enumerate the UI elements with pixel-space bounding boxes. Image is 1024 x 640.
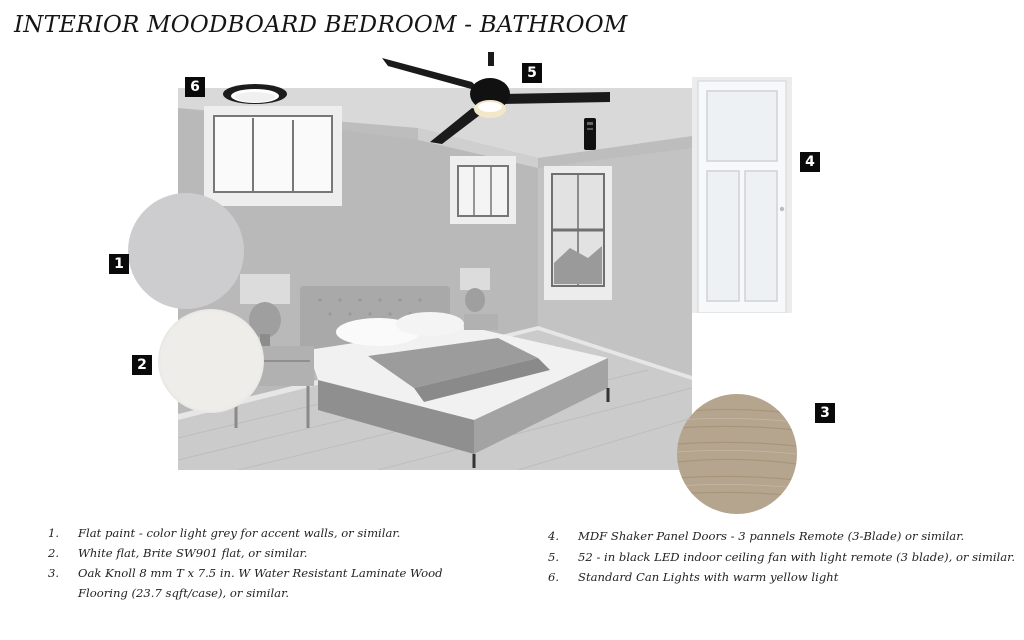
badge-6: 6 [185, 77, 205, 97]
note-text: Oak Knoll 8 mm T x 7.5 in. W Water Resistant Laminate Wood Flooring (23.7 sqft/case), or similar. [78, 565, 443, 600]
note-text: MDF Shaker Panel Doors - 3 pannels Remote (3-Blade) or similar. [578, 529, 965, 543]
badge-5: 5 [522, 63, 542, 83]
badge-2: 2 [132, 355, 152, 375]
fan-remote-icon [583, 117, 597, 151]
note-text: Standard Can Lights with warm yellow light [578, 570, 839, 585]
list-item [548, 567, 1018, 588]
note-number: 5. [548, 549, 560, 564]
notes-right-list [548, 526, 1018, 588]
note-number: 2. [48, 545, 60, 560]
ceiling-fan-icon [380, 52, 612, 146]
list-item [48, 524, 478, 544]
badge-3: 3 [815, 403, 835, 423]
note-number: 3. [48, 565, 60, 580]
list-item [48, 544, 478, 564]
note-text: Flat paint - color light grey for accent walls, or similar. [78, 526, 401, 540]
swatch-white-flat-paint [158, 309, 264, 413]
swatch-oak-knoll-flooring [677, 394, 797, 514]
note-number: 1. [48, 526, 60, 540]
badge-4: 4 [800, 152, 820, 172]
moodboard-title: INTERIOR MOODBOARD BEDROOM - BATHROOM [14, 12, 628, 38]
can-light-icon [221, 82, 289, 112]
list-item [48, 564, 478, 604]
notes-left-list [48, 524, 478, 604]
badge-1: 1 [109, 254, 129, 274]
note-number: 6. [548, 570, 560, 585]
shaker-panel-door [692, 77, 792, 313]
note-number: 4. [548, 529, 560, 543]
note-text: 52 - in black LED indoor ceiling fan with light remote (3 blade), or similar. [578, 549, 1016, 564]
list-item [548, 526, 1018, 547]
swatch-light-grey-paint [128, 193, 244, 309]
list-item [548, 547, 1018, 568]
note-text: White flat, Brite SW901 flat, or similar. [78, 545, 308, 560]
